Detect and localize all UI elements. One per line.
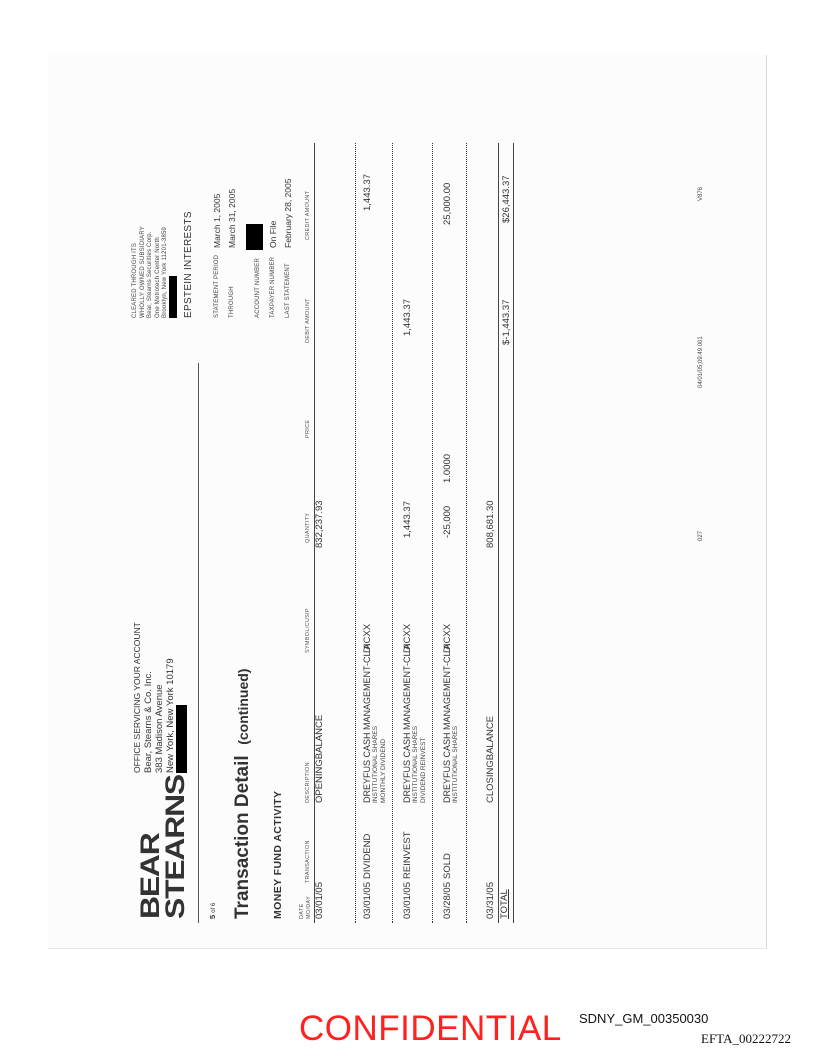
footer-code-right: V876 [698,186,704,201]
row-transaction: REINVEST [402,831,413,879]
col-description: DESCRIPTION [305,762,311,803]
redaction-bar [246,224,263,250]
scanned-page [48,55,767,949]
row-description: DREYFUS CASH MANAGEMENT-CL A INSTITUTIONAL SHARES [442,643,459,803]
account-number-label: ACCOUNT NUMBER [255,257,261,318]
rotated-statement [128,143,748,923]
total-debit: $-1,443.37 [501,299,512,345]
footer-code-left: 027 [698,530,704,541]
col-price: PRICE [305,419,311,438]
row-description: CLOSINGBALANCE [485,715,496,803]
row-symbol: DICXX [362,623,373,653]
through-label: THROUGH [229,286,235,318]
total-credit: $26,443.37 [501,175,512,223]
row-quantity: 1,443.37 [402,501,413,538]
total-rule [498,143,499,923]
statement-period-label: STATEMENT PERIOD [214,254,220,318]
row-credit: 25,000.00 [442,182,453,225]
total-underline [513,143,514,923]
col-transaction: TRANSACTION [305,840,311,883]
row-date: 03/28/05 [442,882,453,919]
row-separator [466,143,467,923]
office-address: OFFICE SERVICING YOUR ACCOUNT Bear, Stearns & Co. Inc. 383 Madison Avenue New York, New York 10179 [132,622,176,773]
row-transaction: DIVIDEND [362,833,373,879]
row-debit: 1,443.37 [402,299,413,336]
bear-stearns-logo: BEAR STEARNS [135,775,190,919]
last-statement-label: LAST STATEMENT [285,263,291,318]
efta-number: EFTA_00222722 [701,1031,791,1046]
page-title: Transaction Detail (continued) [232,668,253,919]
total-label: TOTAL [499,889,510,919]
confidential-stamp: CONFIDENTIAL [299,1009,562,1048]
row-date: 03/01/05 [314,882,325,919]
row-description: OPENINGBALANCE [314,714,325,803]
row-price: 1.0000 [442,453,453,483]
row-symbol: DICXX [442,623,453,653]
statement-period-end: March 31, 2005 [227,188,237,248]
col-debit: DEBIT AMOUNT [305,298,311,343]
col-credit: CREDIT AMOUNT [305,190,311,240]
statement-period-start: March 1, 2005 [212,193,222,248]
row-transaction: SOLD [442,853,453,879]
section-heading: MONEY FUND ACTIVITY [272,790,284,919]
redaction-bar [169,276,177,318]
row-separator [355,143,356,923]
row-symbol: DICXX [402,623,413,653]
row-credit: 1,443.37 [362,174,373,211]
col-quantity: QUANTITY [305,512,311,543]
bates-number: SDNY_GM_00350030 [579,1011,709,1026]
row-date: 03/31/05 [485,882,496,919]
footer-timestamp: 04/01/05;09:49 001 [698,336,704,388]
row-description: DREYFUS CASH MANAGEMENT-CL A INSTITUTIONAL SHARES DIVIDEND REINVEST [402,643,427,803]
client-name: EPSTEIN INTERESTS [183,211,194,318]
row-quantity: -25,000 [442,505,453,538]
col-date: DATE MO/DAY [299,895,312,919]
row-separator [392,143,393,923]
col-symbol: SYMBOL/CUSIP [305,608,311,653]
page-number: 5 of 6 [208,902,217,919]
clearing-address: CLEARED THROUGH ITS WHOLLY OWNED SUBSIDIARY Bear, Stearns Securities Corp. One Metrotech Center North Brooklyn, New York 11201-3859 [132,226,168,318]
row-date: 03/01/05 [402,882,413,919]
row-separator [432,143,433,923]
row-description: DREYFUS CASH MANAGEMENT-CL A INSTITUTIONAL SHARES MONTHLY DIVIDEND [362,643,387,803]
taxpayer-number-label: TAXPAYER NUMBER [270,256,276,318]
header-rule [198,363,199,923]
redaction-bar [176,705,187,773]
row-date: 03/01/05 [362,882,373,919]
taxpayer-number-value: On File [268,220,278,248]
last-statement-value: February 28, 2005 [283,178,293,248]
row-quantity: 808,681.30 [485,500,496,548]
row-quantity: 832,237.93 [314,500,325,548]
